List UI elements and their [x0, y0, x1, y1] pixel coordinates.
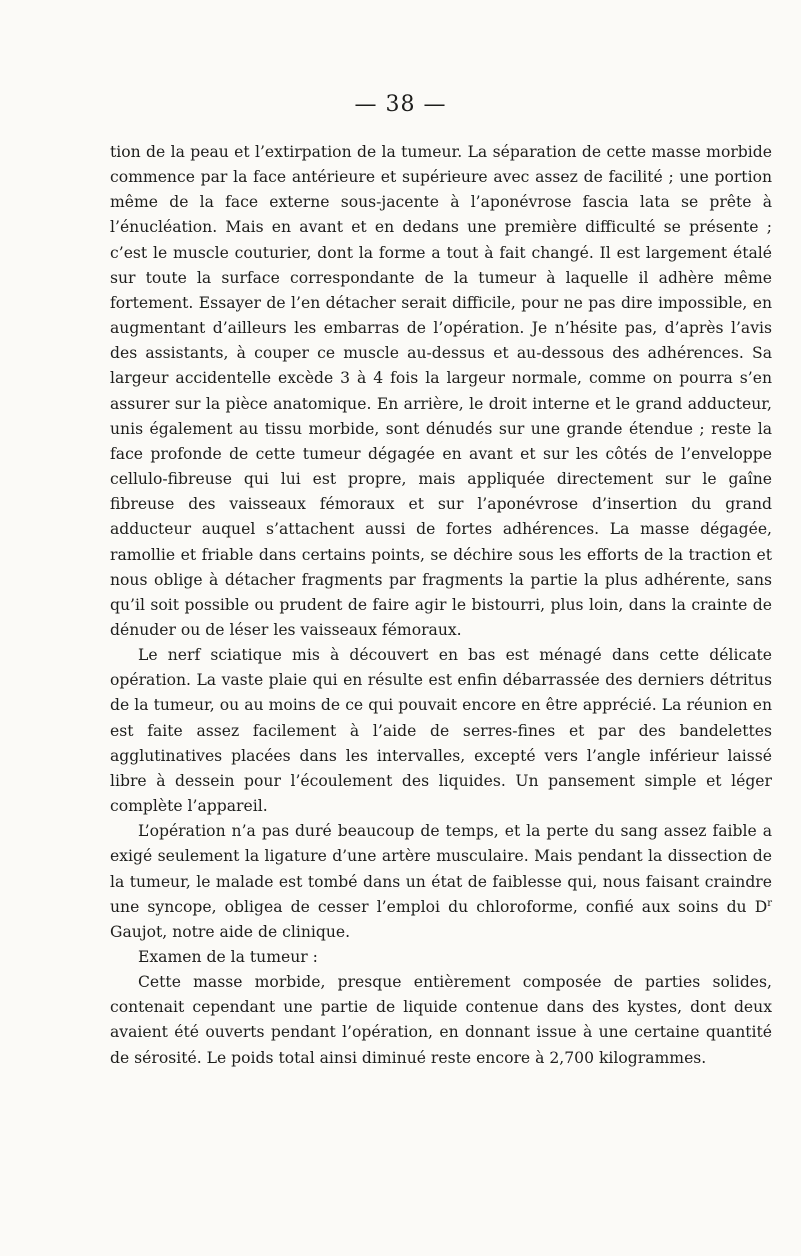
paragraph-tumor-mass: Cette masse morbide, presque entièrement composée de parties solides, contenait cependant une partie de liquide contenue dans des kystes, dont deux avaient été ouverts pendant l’opération, en donnant issue à une certaine quantité de sérosité. Le poids total ainsi diminué reste encore à 2,700 kilogrammes.: [110, 973, 772, 1067]
paragraph-operation-duration: [110, 819, 772, 945]
paragraph-operation-details: tion de la peau et l’extirpation de la tumeur. La séparation de cette masse morbide commence par la face antérieure et supérieure avec assez de facilité ; une portion même de la face externe sous-jacente à l’aponévrose fascia lata se prête à l’énucléation. Mais en avant et en dedans une première difficulté se présente ; c’est le muscle couturier, dont la forme a tout à fait changé. Il est largement étalé sur toute la surface correspondante de la tumeur à laquelle il adhère même fortement. Essayer de l’en détacher serait difficile, pour ne pas dire impossible, en augmentant d’ailleurs les embarras de l’opération. Je n’hésite pas, d’après l’avis des assistants, à couper ce muscle au-dessus et au-dessous des adhérences. Sa largeur accidentelle excède 3 à 4 fois la largeur normale, comme on pourra s’en assurer sur la pièce anatomique. En arrière, le droit interne et le grand adducteur, unis également au tissu morbide, sont dénudés sur une grande étendue ; reste la face profonde de cette tumeur dégagée en avant et sur les côtés de l’enveloppe cellulo-fibreuse qui lui est propre, mais appliquée directement sur le gaîne fibreuse des vaisseaux fémoraux et sur l’aponévrose d’insertion du grand adducteur auquel s’attachent aussi de fortes adhérences. La masse dégagée, ramollie et friable dans certains points, se déchire sous les efforts de la traction et nous oblige à détacher fragments par fragments la partie la plus adhérente, sans qu’il soit possible ou prudent de faire agir le bistourri, plus loin, dans la crainte de dénuder ou de léser les vaisseaux fémoraux.: [110, 143, 772, 639]
paragraph-operation-duration-tail: Gaujot, notre aide de clinique.: [110, 922, 351, 941]
body-text: [110, 140, 772, 1071]
paragraph-operation-duration-text: L’opération n’a pas duré beaucoup de temps, et la perte du sang assez faible a exigé seulement la ligature d’une artère musculaire. Mais pendant la dissection de la tumeur, le malade est tombé dans un état de faiblesse qui, nous faisant craindre une syncope, obligea de cesser l’emploi du chloroforme, confié aux soins du D: [110, 822, 772, 916]
paragraph-sciatic-nerve: Le nerf sciatique mis à découvert en bas est ménagé dans cette délicate opération. La vaste plaie qui en résulte est enfin débarrassée des derniers détritus de la tumeur, ou au moins de ce qui pouvait encore en être apprécié. La réunion en est faite assez facilement à l’aide de serres-fines et par des bandelettes agglutinatives placées dans les intervalles, excepté vers l’angle inférieur laissé libre à dessein pour l’écoulement des liquides. Un pansement simple et léger complète l’appareil.: [110, 646, 772, 816]
page-number: — 38 —: [354, 92, 447, 117]
doctor-superscript: r: [767, 897, 772, 909]
paragraph-tumor-exam-heading: Examen de la tumeur :: [138, 948, 318, 966]
